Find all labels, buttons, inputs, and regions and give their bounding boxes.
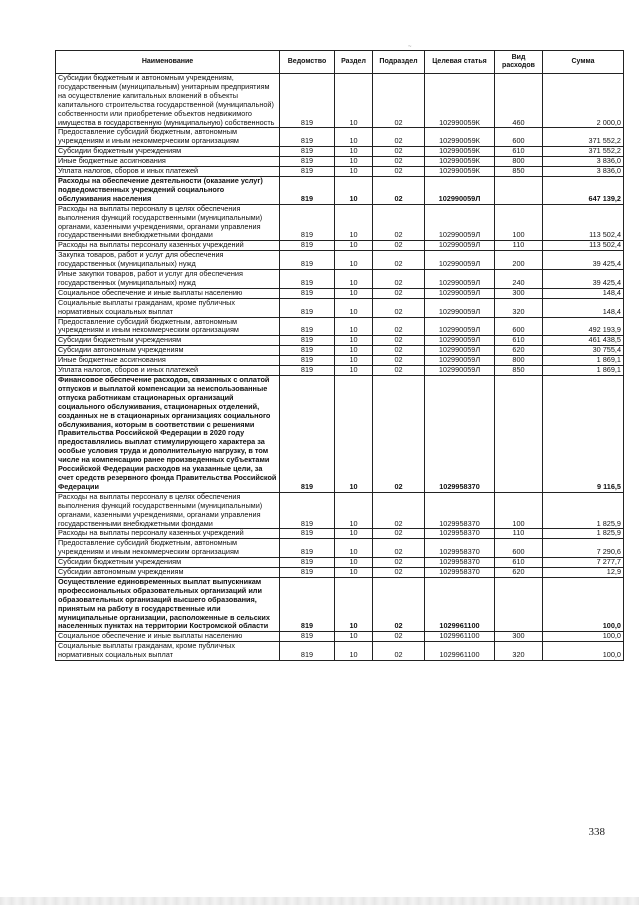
cell-vid	[495, 376, 543, 493]
cell-dept: 819	[280, 204, 335, 241]
cell-article: 1029958370	[425, 492, 495, 529]
cell-dept: 819	[280, 298, 335, 317]
cell-subsection: 02	[373, 642, 425, 661]
cell-vid: 100	[495, 204, 543, 241]
cell-sum: 30 755,4	[543, 346, 624, 356]
cell-section: 10	[335, 270, 373, 289]
cell-subsection: 02	[373, 167, 425, 177]
cell-section: 10	[335, 157, 373, 167]
cell-section: 10	[335, 204, 373, 241]
cell-name: Расходы на выплаты персоналу казенных учреждений	[56, 241, 280, 251]
table-row	[56, 251, 624, 270]
cell-name: Предоставление субсидий бюджетным, автономным учреждениям и иным некоммерческим организациям	[56, 539, 280, 558]
cell-sum: 371 552,2	[543, 147, 624, 157]
table-row	[56, 632, 624, 642]
cell-subsection: 02	[373, 492, 425, 529]
cell-dept: 819	[280, 147, 335, 157]
cell-sum: 148,4	[543, 288, 624, 298]
cell-subsection: 02	[373, 288, 425, 298]
cell-name: Социальные выплаты гражданам, кроме публичных нормативных социальных выплат	[56, 642, 280, 661]
cell-subsection: 02	[373, 632, 425, 642]
table-row	[56, 366, 624, 376]
cell-dept: 819	[280, 74, 335, 128]
cell-name: Расходы на обеспечение деятельности (оказание услуг) подведомственных учреждений социального обслуживания населения	[56, 176, 280, 204]
cell-dept: 819	[280, 157, 335, 167]
cell-section: 10	[335, 577, 373, 631]
cell-sum: 100,0	[543, 632, 624, 642]
cell-vid	[495, 176, 543, 204]
cell-dept: 819	[280, 539, 335, 558]
cell-dept: 819	[280, 288, 335, 298]
cell-section: 10	[335, 317, 373, 336]
cell-sum: 371 552,2	[543, 128, 624, 147]
cell-dept: 819	[280, 642, 335, 661]
cell-name: Субсидии бюджетным учреждениям	[56, 336, 280, 346]
cell-subsection: 02	[373, 317, 425, 336]
cell-article: 1029961100	[425, 577, 495, 631]
cell-name: Расходы на выплаты персоналу казенных учреждений	[56, 529, 280, 539]
cell-article: 102990059Л	[425, 251, 495, 270]
cell-sum: 1 825,9	[543, 529, 624, 539]
cell-sum: 39 425,4	[543, 270, 624, 289]
table-row	[56, 298, 624, 317]
cell-subsection: 02	[373, 346, 425, 356]
cell-sum: 113 502,4	[543, 204, 624, 241]
cell-sum: 2 000,0	[543, 74, 624, 128]
cell-section: 10	[335, 558, 373, 568]
cell-vid: 610	[495, 336, 543, 346]
cell-vid: 600	[495, 128, 543, 147]
cell-name: Иные закупки товаров, работ и услуг для обеспечения государственных (муниципальных) нужд	[56, 270, 280, 289]
cell-vid: 110	[495, 241, 543, 251]
cell-article: 102990059Л	[425, 204, 495, 241]
cell-section: 10	[335, 128, 373, 147]
cell-vid: 600	[495, 539, 543, 558]
cell-subsection: 02	[373, 241, 425, 251]
cell-article: 102990059К	[425, 167, 495, 177]
header-section: Раздел	[335, 51, 373, 74]
cell-subsection: 02	[373, 204, 425, 241]
cell-name: Уплата налогов, сборов и иных платежей	[56, 167, 280, 177]
cell-vid: 610	[495, 558, 543, 568]
table-row	[56, 336, 624, 346]
cell-dept: 819	[280, 167, 335, 177]
cell-article: 1029958370	[425, 376, 495, 493]
cell-sum: 7 290,6	[543, 539, 624, 558]
cell-article: 102990059К	[425, 147, 495, 157]
cell-subsection: 02	[373, 128, 425, 147]
cell-vid: 800	[495, 157, 543, 167]
cell-sum: 12,9	[543, 568, 624, 578]
cell-dept: 819	[280, 577, 335, 631]
cell-vid: 850	[495, 366, 543, 376]
header-name: Наименование	[56, 51, 280, 74]
cell-dept: 819	[280, 529, 335, 539]
cell-name: Субсидии автономным учреждениям	[56, 346, 280, 356]
cell-sum: 113 502,4	[543, 241, 624, 251]
cell-dept: 819	[280, 251, 335, 270]
cell-name: Иные бюджетные ассигнования	[56, 157, 280, 167]
cell-article: 102990059Л	[425, 336, 495, 346]
cell-section: 10	[335, 492, 373, 529]
header-dept: Ведомство	[280, 51, 335, 74]
table-row	[56, 346, 624, 356]
cell-sum: 9 116,5	[543, 376, 624, 493]
cell-section: 10	[335, 176, 373, 204]
table-row	[56, 492, 624, 529]
cell-vid	[495, 577, 543, 631]
header-article: Целевая статья	[425, 51, 495, 74]
cell-vid: 460	[495, 74, 543, 128]
cell-subsection: 02	[373, 568, 425, 578]
cell-name: Предоставление субсидий бюджетным, автономным учреждениям и иным некоммерческим организациям	[56, 128, 280, 147]
cell-article: 102990059К	[425, 128, 495, 147]
cell-dept: 819	[280, 128, 335, 147]
cell-name: Осуществление единовременных выплат выпускникам профессиональных образовательных организаций или образовательных организаций высшего образования, принятым на работу в государственные или муниципальные организации, расположенные в сельских населенных пунктах на территории Костромской области	[56, 577, 280, 631]
cell-vid: 110	[495, 529, 543, 539]
cell-section: 10	[335, 356, 373, 366]
cell-dept: 819	[280, 492, 335, 529]
cell-vid: 300	[495, 632, 543, 642]
cell-article: 1029961100	[425, 632, 495, 642]
cell-vid: 600	[495, 317, 543, 336]
table-row	[56, 270, 624, 289]
cell-name: Субсидии бюджетным и автономным учреждениям, государственным (муниципальным) унитарным предприятиям на осуществление капитальных вложений в объекты капитального строительства государственной (муниципальной) собственности или приобретение объектов недвижимого имущества в государственную (муниципальную) собственность	[56, 74, 280, 128]
cell-dept: 819	[280, 336, 335, 346]
cell-section: 10	[335, 529, 373, 539]
cell-article: 1029958370	[425, 529, 495, 539]
cell-vid: 610	[495, 147, 543, 157]
cell-subsection: 02	[373, 251, 425, 270]
table-row	[56, 176, 624, 204]
cell-name: Социальное обеспечение и иные выплаты населению	[56, 288, 280, 298]
cell-section: 10	[335, 346, 373, 356]
cell-sum: 1 869,1	[543, 366, 624, 376]
cell-article: 102990059Л	[425, 288, 495, 298]
cell-subsection: 02	[373, 577, 425, 631]
table-header	[56, 51, 624, 74]
cell-sum: 3 836,0	[543, 157, 624, 167]
table-row	[56, 317, 624, 336]
cell-section: 10	[335, 376, 373, 493]
cell-name: Иные бюджетные ассигнования	[56, 356, 280, 366]
table-row	[56, 642, 624, 661]
cell-vid: 320	[495, 298, 543, 317]
cell-sum: 1 825,9	[543, 492, 624, 529]
cell-dept: 819	[280, 366, 335, 376]
cell-vid: 320	[495, 642, 543, 661]
cell-article: 102990059К	[425, 74, 495, 128]
table-row	[56, 356, 624, 366]
cell-name: Уплата налогов, сборов и иных платежей	[56, 366, 280, 376]
cell-subsection: 02	[373, 366, 425, 376]
cell-name: Закупка товаров, работ и услуг для обеспечения государственных (муниципальных) нужд	[56, 251, 280, 270]
cell-dept: 819	[280, 632, 335, 642]
cell-sum: 148,4	[543, 298, 624, 317]
cell-article: 1029958370	[425, 539, 495, 558]
cell-vid: 800	[495, 356, 543, 366]
cell-section: 10	[335, 539, 373, 558]
cell-section: 10	[335, 288, 373, 298]
table-row	[56, 167, 624, 177]
cell-subsection: 02	[373, 558, 425, 568]
cell-dept: 819	[280, 317, 335, 336]
page-number: 338	[588, 826, 605, 838]
cell-section: 10	[335, 241, 373, 251]
cell-section: 10	[335, 632, 373, 642]
table-row	[56, 241, 624, 251]
cell-article: 102990059Л	[425, 241, 495, 251]
cell-dept: 819	[280, 270, 335, 289]
table-row	[56, 128, 624, 147]
cell-dept: 819	[280, 356, 335, 366]
cell-subsection: 02	[373, 157, 425, 167]
table-row	[56, 74, 624, 128]
cell-subsection: 02	[373, 74, 425, 128]
cell-sum: 1 869,1	[543, 356, 624, 366]
cell-subsection: 02	[373, 336, 425, 346]
table-row	[56, 147, 624, 157]
cell-article: 102990059К	[425, 157, 495, 167]
cell-dept: 819	[280, 346, 335, 356]
cell-subsection: 02	[373, 176, 425, 204]
cell-section: 10	[335, 568, 373, 578]
cell-section: 10	[335, 298, 373, 317]
table-row	[56, 157, 624, 167]
table-row	[56, 558, 624, 568]
cell-subsection: 02	[373, 270, 425, 289]
table-row	[56, 539, 624, 558]
cell-name: Субсидии автономным учреждениям	[56, 568, 280, 578]
cell-vid: 620	[495, 346, 543, 356]
cell-vid: 240	[495, 270, 543, 289]
header-row	[56, 51, 624, 74]
cell-subsection: 02	[373, 356, 425, 366]
header-vid: Вид расходов	[495, 51, 543, 74]
cell-section: 10	[335, 74, 373, 128]
scan-edge-strip	[0, 897, 639, 905]
cell-name: Субсидии бюджетным учреждениям	[56, 147, 280, 157]
cell-section: 10	[335, 336, 373, 346]
cell-article: 102990059Л	[425, 317, 495, 336]
cell-section: 10	[335, 167, 373, 177]
cell-dept: 819	[280, 558, 335, 568]
cell-article: 102990059Л	[425, 356, 495, 366]
cell-vid: 620	[495, 568, 543, 578]
cell-article: 1029958370	[425, 558, 495, 568]
cell-subsection: 02	[373, 539, 425, 558]
table-row	[56, 288, 624, 298]
cell-name: Предоставление субсидий бюджетным, автономным учреждениям и иным некоммерческим организациям	[56, 317, 280, 336]
cell-article: 1029958370	[425, 568, 495, 578]
header-subsection: Подраздел	[373, 51, 425, 74]
table-row	[56, 577, 624, 631]
cell-vid: 100	[495, 492, 543, 529]
table-row	[56, 529, 624, 539]
cell-sum: 7 277,7	[543, 558, 624, 568]
cell-name: Расходы на выплаты персоналу в целях обеспечения выполнения функций государственными (муниципальными) органами, казенными учреждениями, органами управления государственными внебюджетными фондами	[56, 204, 280, 241]
cell-subsection: 02	[373, 529, 425, 539]
cell-sum: 100,0	[543, 577, 624, 631]
header-sum: Сумма	[543, 51, 624, 74]
table-row	[56, 568, 624, 578]
cell-section: 10	[335, 147, 373, 157]
table-row	[56, 204, 624, 241]
cell-sum: 647 139,2	[543, 176, 624, 204]
cell-sum: 492 193,9	[543, 317, 624, 336]
cell-subsection: 02	[373, 147, 425, 157]
cell-dept: 819	[280, 376, 335, 493]
cell-article: 102990059Л	[425, 366, 495, 376]
cell-sum: 39 425,4	[543, 251, 624, 270]
cell-vid: 200	[495, 251, 543, 270]
cell-article: 102990059Л	[425, 298, 495, 317]
cell-name: Социальные выплаты гражданам, кроме публичных нормативных социальных выплат	[56, 298, 280, 317]
cell-sum: 3 836,0	[543, 167, 624, 177]
cell-name: Субсидии бюджетным учреждениям	[56, 558, 280, 568]
cell-name: Расходы на выплаты персоналу в целях обеспечения выполнения функций государственными (муниципальными) органами, казенными учреждениями, органами управления государственными внебюджетными фондами	[56, 492, 280, 529]
cell-section: 10	[335, 366, 373, 376]
cell-subsection: 02	[373, 376, 425, 493]
cell-vid: 300	[495, 288, 543, 298]
cell-article: 102990059Л	[425, 346, 495, 356]
cell-section: 10	[335, 642, 373, 661]
cell-article: 102990059Л	[425, 176, 495, 204]
cell-subsection: 02	[373, 298, 425, 317]
cell-dept: 819	[280, 176, 335, 204]
table-body	[56, 74, 624, 661]
cell-name: Финансовое обеспечение расходов, связанных с оплатой отпусков и выплатой компенсации за неиспользованные отпуска работникам стационарных организаций социального обслуживания, стационарных отделений, созданных не в стационарных организациях социального обслуживания, которым в соответствии с решениями Правительства Российской Федерации в 2020 году предоставлялись выплат стимулирующего характера за особые условия труда и дополнительную нагрузку, в том числе на компенсацию ранее произведенных субъектами Российской Федерации расходов на указанные цели, за счет средств резервного фонда Правительства Российской Федерации	[56, 376, 280, 493]
cell-dept: 819	[280, 568, 335, 578]
cell-dept: 819	[280, 241, 335, 251]
cell-article: 102990059Л	[425, 270, 495, 289]
cell-vid: 850	[495, 167, 543, 177]
cell-sum: 100,0	[543, 642, 624, 661]
cell-section: 10	[335, 251, 373, 270]
table-row	[56, 376, 624, 493]
budget-table	[55, 50, 624, 661]
cell-sum: 461 438,5	[543, 336, 624, 346]
scan-mark: ~	[408, 44, 412, 50]
cell-name: Социальное обеспечение и иные выплаты населению	[56, 632, 280, 642]
cell-article: 1029961100	[425, 642, 495, 661]
